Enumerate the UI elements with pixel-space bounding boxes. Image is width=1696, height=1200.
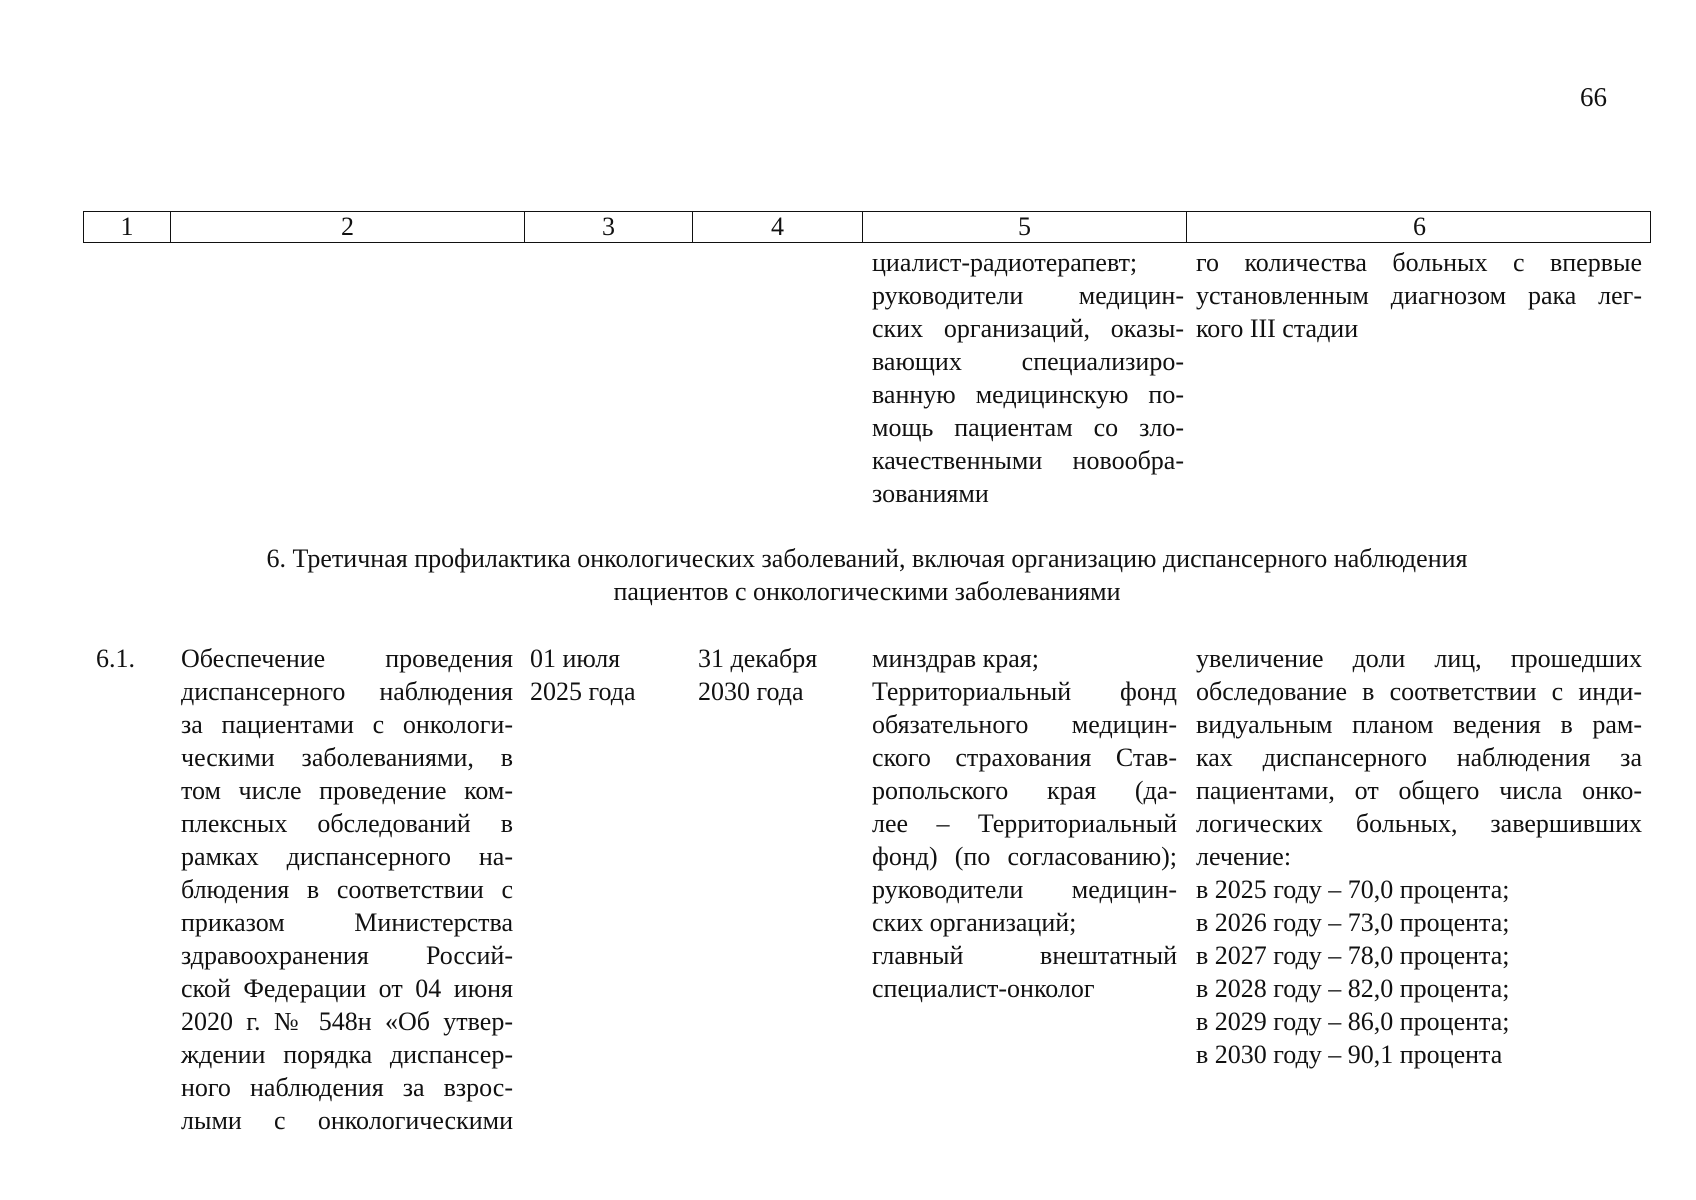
text-line: ного наблюдения за взрос- bbox=[181, 1073, 513, 1102]
column-number-4: 4 bbox=[693, 212, 863, 242]
text-line: специалист-онколог bbox=[872, 974, 1095, 1003]
text-line: диспансерного наблюдения bbox=[181, 677, 513, 706]
section-heading bbox=[83, 542, 1651, 608]
end-date-line: 31 декабря bbox=[698, 644, 818, 673]
text-line: вающих специализиро- bbox=[872, 347, 1184, 376]
text-line: логических больных, завершивших bbox=[1196, 809, 1642, 838]
yearly-target: в 2026 году – 73,0 процента; bbox=[1196, 908, 1510, 937]
text-line: пациентами, от общего числа онко- bbox=[1196, 776, 1642, 805]
text-line: главный внештатный bbox=[872, 941, 1177, 970]
text-line: мощь пациентам со зло- bbox=[872, 413, 1184, 442]
text-line: блюдения в соответствии с bbox=[181, 875, 513, 904]
text-line: минздрав края; bbox=[872, 644, 1039, 673]
end-date-cell bbox=[698, 642, 854, 708]
column-number-5: 5 bbox=[863, 212, 1187, 242]
text-line: циалист-радиотерапевт; bbox=[872, 248, 1138, 277]
section-heading-line-2: пациентов с онкологическими заболеваниями bbox=[613, 577, 1121, 606]
yearly-target: в 2029 году – 86,0 процента; bbox=[1196, 1007, 1510, 1036]
text-line: том числе проведение ком- bbox=[181, 776, 513, 805]
text-line: лечение: bbox=[1196, 842, 1292, 871]
start-date-line: 01 июля bbox=[530, 644, 621, 673]
text-line: увеличение доли лиц, прошедших bbox=[1196, 644, 1642, 673]
text-line: ской Федерации от 04 июня bbox=[181, 974, 513, 1003]
row-number: 6.1. bbox=[96, 644, 135, 673]
column-number-header bbox=[83, 211, 1651, 243]
yearly-target: в 2028 году – 82,0 процента; bbox=[1196, 974, 1510, 1003]
text-line: ванную медицинскую по- bbox=[872, 380, 1184, 409]
yearly-target: в 2027 году – 78,0 процента; bbox=[1196, 941, 1510, 970]
text-line: здравоохранения Россий- bbox=[181, 941, 513, 970]
text-line: кого III стадии bbox=[1196, 314, 1359, 343]
text-line: руководители медицин- bbox=[872, 875, 1177, 904]
column-number-1: 1 bbox=[84, 212, 171, 242]
text-line: приказом Министерства bbox=[181, 908, 513, 937]
start-date-line: 2025 года bbox=[530, 677, 636, 706]
text-line: за пациентами с онкологи- bbox=[181, 710, 513, 739]
start-date-cell bbox=[530, 642, 682, 708]
page-number: 66 bbox=[1580, 82, 1607, 112]
text-line: Территориальный фонд bbox=[872, 677, 1177, 706]
continued-result-cell bbox=[1196, 246, 1642, 345]
text-line: 2020 г. № 548н «Об утвер- bbox=[181, 1007, 513, 1036]
text-line: ского страхования Став- bbox=[872, 743, 1177, 772]
text-line: плексных обследований в bbox=[181, 809, 513, 838]
text-line: лыми с онкологическими bbox=[181, 1106, 513, 1135]
text-line: ждении порядка диспансер- bbox=[181, 1040, 513, 1069]
text-line: обязательного медицин- bbox=[872, 710, 1177, 739]
text-line: качественными новообра- bbox=[872, 446, 1184, 475]
measure-description-cell bbox=[181, 642, 513, 1137]
text-line: лее – Территориальный bbox=[872, 809, 1177, 838]
text-line: го количества больных с впервые bbox=[1196, 248, 1642, 277]
text-line: зованиями bbox=[872, 479, 989, 508]
section-heading-line-1: 6. Третичная профилактика онкологических заболеваний, включая организацию диспансерного наблюдения bbox=[266, 544, 1468, 573]
result-indicator-cell bbox=[1196, 642, 1642, 1071]
text-line: видуальным планом ведения в рам- bbox=[1196, 710, 1642, 739]
yearly-target: в 2025 году – 70,0 процента; bbox=[1196, 875, 1510, 904]
yearly-target: в 2030 году – 90,1 процента bbox=[1196, 1040, 1503, 1069]
text-line: ропольского края (да- bbox=[872, 776, 1177, 805]
continued-responsible-cell bbox=[872, 246, 1184, 510]
column-number-2: 2 bbox=[171, 212, 525, 242]
text-line: Обеспечение проведения bbox=[181, 644, 513, 673]
text-line: ских организаций; bbox=[872, 908, 1077, 937]
text-line: ских организаций, оказы- bbox=[872, 314, 1184, 343]
column-number-6: 6 bbox=[1413, 212, 1426, 241]
text-line: ках диспансерного наблюдения за bbox=[1196, 743, 1642, 772]
text-line: руководители медицин- bbox=[872, 281, 1184, 310]
text-line: установленным диагнозом рака лег- bbox=[1196, 281, 1642, 310]
text-line: фонд) (по согласованию); bbox=[872, 842, 1177, 871]
text-line: ческими заболеваниями, в bbox=[181, 743, 513, 772]
responsible-cell bbox=[872, 642, 1177, 1005]
text-line: обследование в соответствии с инди- bbox=[1196, 677, 1642, 706]
end-date-line: 2030 года bbox=[698, 677, 804, 706]
text-line: рамках диспансерного на- bbox=[181, 842, 513, 871]
column-number-3: 3 bbox=[525, 212, 693, 242]
